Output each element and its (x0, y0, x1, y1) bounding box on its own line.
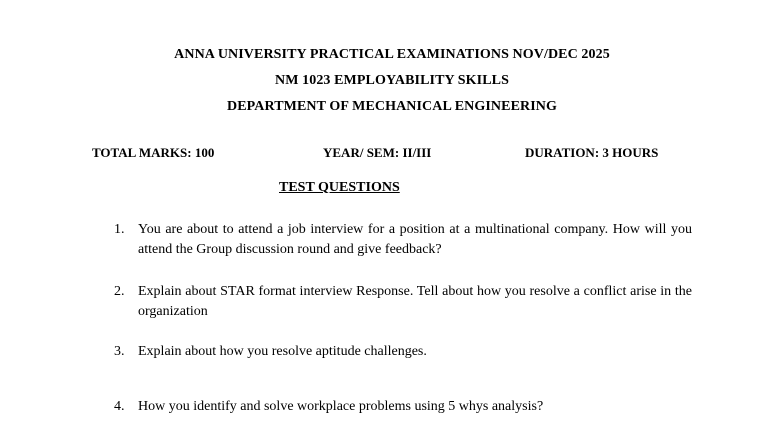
question-text: Explain about STAR format interview Response. Tell about how you resolve a conflict arise in the organization (138, 284, 692, 319)
question-text: You are about to attend a job interview for a position at a multinational company. How will you attend the Group discussion round and give feedback? (138, 222, 692, 257)
question-item (114, 397, 692, 417)
department-title: DEPARTMENT OF MECHANICAL ENGINEERING (227, 99, 557, 114)
university-title: ANNA UNIVERSITY PRACTICAL EXAMINATIONS NOV/DEC 2025 (174, 47, 610, 62)
question-number: 1. (114, 222, 125, 237)
year-sem: YEAR/ SEM: II/III (323, 145, 432, 160)
duration: DURATION: 3 HOURS (525, 145, 659, 160)
question-item (114, 282, 692, 322)
question-number: 4. (114, 399, 125, 414)
section-title: TEST QUESTIONS (279, 180, 400, 195)
question-item (114, 342, 692, 362)
question-number: 3. (114, 344, 125, 359)
question-item (114, 220, 692, 260)
total-marks: TOTAL MARKS: 100 (92, 145, 215, 160)
question-text: How you identify and solve workplace problems using 5 whys analysis? (138, 399, 544, 414)
question-text: Explain about how you resolve aptitude challenges. (138, 344, 427, 359)
course-title: NM 1023 EMPLOYABILITY SKILLS (275, 73, 509, 88)
question-number: 2. (114, 284, 125, 299)
